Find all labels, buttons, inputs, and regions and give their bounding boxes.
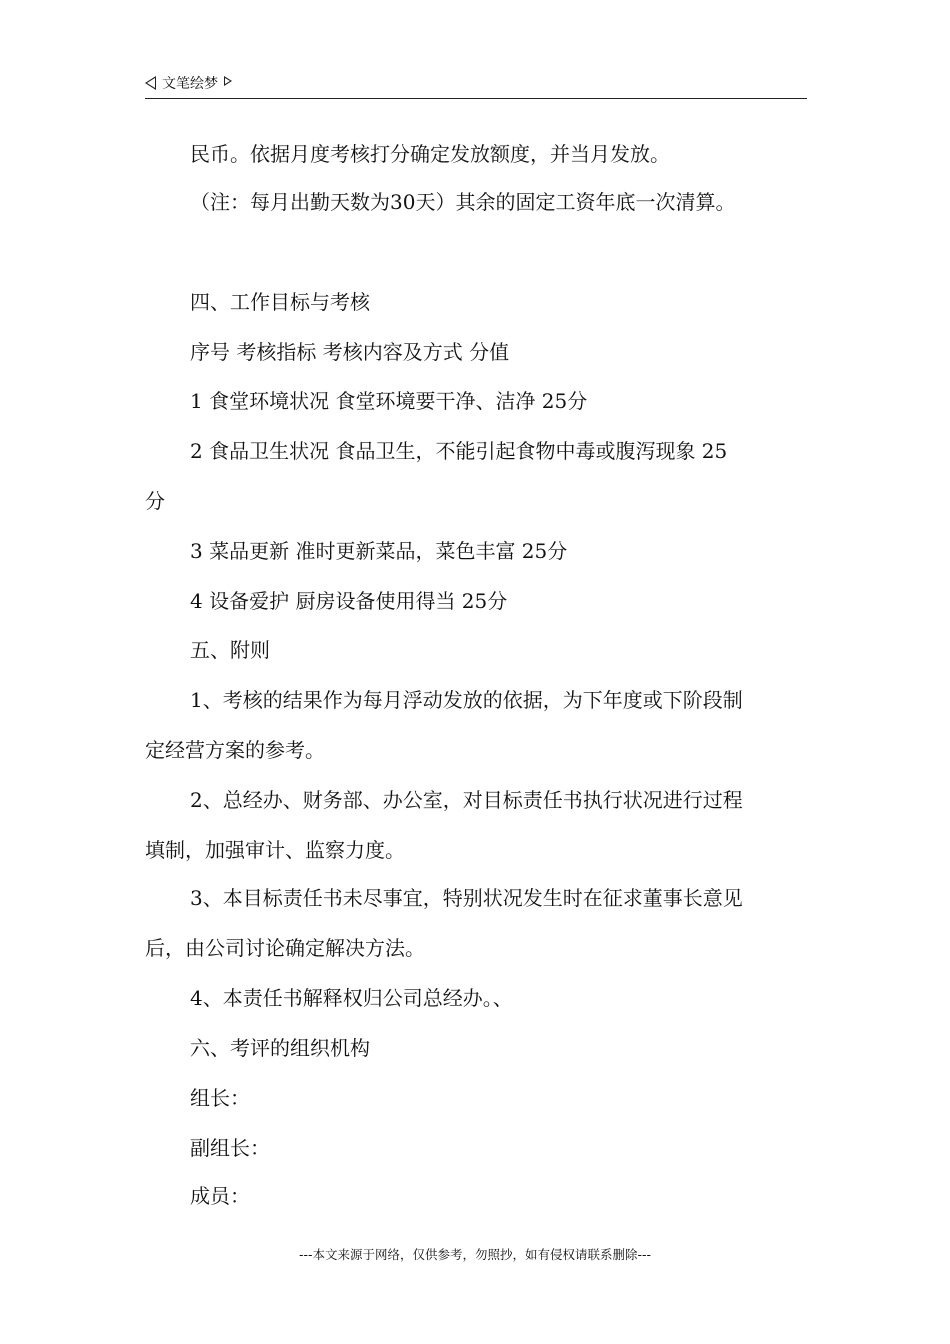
table-row: 3 菜品更新 准时更新菜品，菜色丰富 25分: [190, 539, 568, 563]
section-heading: 六、考评的组织机构: [190, 1036, 370, 1060]
table-header-row: 序号 考核指标 考核内容及方式 分值: [190, 340, 510, 364]
body-line: （注：每月出勤天数为30天）其余的固定工资年底一次清算。: [190, 190, 736, 214]
body-line: 副组长：: [190, 1136, 270, 1160]
body-line: 成员：: [190, 1184, 250, 1208]
triangle-right-icon: [224, 76, 232, 86]
body-line: 3、本目标责任书未尽事宜，特别状况发生时在征求董事长意见: [190, 886, 743, 910]
table-row: 2 食品卫生状况 食品卫生，不能引起食物中毒或腹泻现象 25: [190, 439, 728, 463]
table-row-continuation: 分: [145, 489, 165, 513]
page-footer: ---本文来源于网络，仅供参考，勿照抄，如有侵权请联系删除---: [298, 1247, 652, 1262]
body-line: 4、本责任书解释权归公司总经办。、: [190, 986, 513, 1010]
body-line: 后，由公司讨论确定解决方法。: [145, 936, 425, 960]
body-line: 民币。依据月度考核打分确定发放额度，并当月发放。: [190, 142, 670, 166]
section-heading: 五、附则: [190, 638, 270, 662]
body-line: 定经营方案的参考。: [145, 738, 325, 762]
table-row: 4 设备爱护 厨房设备使用得当 25分: [190, 589, 508, 613]
body-line: 组长：: [190, 1086, 250, 1110]
header-title: 文笔绘梦: [162, 76, 218, 92]
table-row: 1 食堂环境状况 食堂环境要干净、洁净 25分: [190, 389, 588, 413]
page-header: [145, 72, 807, 99]
section-heading: 四、工作目标与考核: [190, 290, 370, 314]
triangle-left-icon: [145, 76, 156, 90]
body-line: 2、总经办、财务部、办公室，对目标责任书执行状况进行过程: [190, 788, 743, 812]
body-line: 1、考核的结果作为每月浮动发放的依据，为下年度或下阶段制: [190, 688, 743, 712]
body-line: 填制，加强审计、监察力度。: [145, 838, 405, 862]
